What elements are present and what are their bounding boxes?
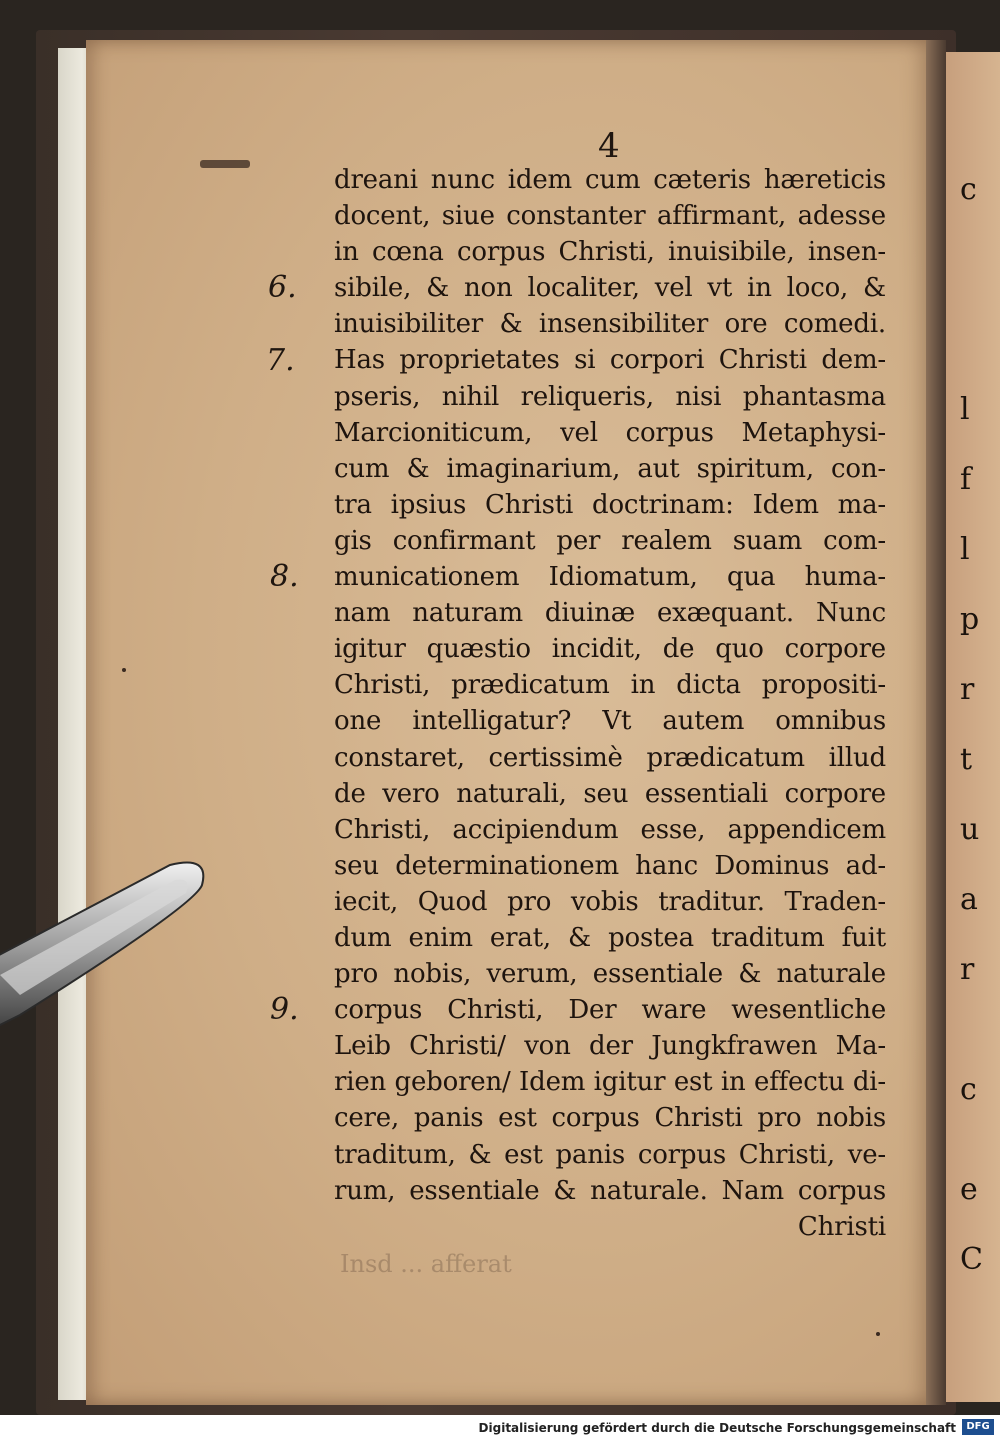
text-line: cum & imaginarium, aut spiritum, con- bbox=[334, 453, 886, 484]
text-line: rien geboren/ Idem igitur est in effectu di- bbox=[334, 1067, 886, 1098]
text-line: cere, panis est corpus Christi pro nobis bbox=[334, 1103, 886, 1134]
text-line: sibile, & non localiter, vel vt in loco, & bbox=[334, 273, 886, 304]
text-line: Christi, prædicatum in dicta propositi- bbox=[334, 670, 886, 701]
margin-number: 7. bbox=[266, 342, 295, 378]
ink-mark bbox=[200, 160, 250, 168]
text-line: Christi, accipiendum esse, appendicem bbox=[334, 814, 886, 845]
text-line: rum, essentiale & naturale. Nam corpus bbox=[334, 1175, 886, 1206]
text-line: igitur quæstio incidit, de quo corpore bbox=[334, 634, 886, 665]
text-line: municationem Idiomatum, qua huma- bbox=[334, 562, 886, 593]
text-line: de vero naturali, seu essentiali corpore bbox=[334, 778, 886, 809]
text-line: dum enim erat, & postea traditum fuit bbox=[334, 922, 886, 953]
text-line: seu determinationem hanc Dominus ad- bbox=[334, 850, 886, 881]
text-line: tra ipsius Christi doctrinam: Idem ma- bbox=[334, 489, 886, 520]
text-line: Marcioniticum, vel corpus Metaphysi- bbox=[334, 417, 886, 448]
book-gutter bbox=[926, 40, 946, 1405]
text-line: inuisibiliter & insensibiliter ore comedi. bbox=[334, 309, 886, 340]
funding-credit: Digitalisierung gefördert durch die Deutsche Forschungsgemeinschaft bbox=[478, 1421, 956, 1435]
text-line: docent, siue constanter affirmant, adesse bbox=[334, 201, 886, 232]
text-line: pseris, nihil reliqueris, nisi phantasma bbox=[334, 381, 886, 412]
text-line: Leib Christi/ von der Jungkfrawen Ma- bbox=[334, 1031, 886, 1062]
body-text bbox=[334, 162, 886, 1245]
dfg-logo: DFG bbox=[962, 1419, 994, 1435]
margin-number: 9. bbox=[270, 992, 299, 1028]
text-line: dreani nunc idem cum cæteris hæreticis bbox=[334, 165, 886, 195]
text-line: in cœna corpus Christi, inuisibile, insen- bbox=[334, 237, 886, 268]
ink-dot bbox=[876, 1332, 880, 1336]
margin-number: 8. bbox=[270, 559, 299, 595]
margin-number: 6. bbox=[268, 270, 297, 306]
text-line: traditum, & est panis corpus Christi, ve- bbox=[334, 1139, 886, 1170]
text-line: corpus Christi, Der ware wesentliche bbox=[334, 995, 886, 1026]
page-number: 4 bbox=[598, 126, 620, 166]
catchword: Christi bbox=[797, 1211, 886, 1242]
text-line: gis confirmant per realem suam com- bbox=[334, 525, 886, 556]
text-line: iecit, Quod pro vobis traditur. Traden- bbox=[334, 886, 886, 917]
text-line: Has proprietates si corpori Christi dem- bbox=[334, 345, 886, 376]
text-line: pro nobis, verum, essentiale & naturale bbox=[334, 959, 886, 990]
facing-page-fragment: c l f l p r t u a r c e C bbox=[946, 52, 1000, 1402]
ink-dot bbox=[122, 668, 126, 672]
text-line: constaret, certissimè prædicatum illud bbox=[334, 742, 886, 773]
bleed-through-text: Insd ... afferat bbox=[340, 1250, 512, 1278]
text-line: nam naturam diuinæ exæquant. Nunc bbox=[334, 598, 886, 629]
text-line: one intelligatur? Vt autem omnibus bbox=[334, 706, 886, 737]
footer-bar bbox=[0, 1415, 1000, 1441]
